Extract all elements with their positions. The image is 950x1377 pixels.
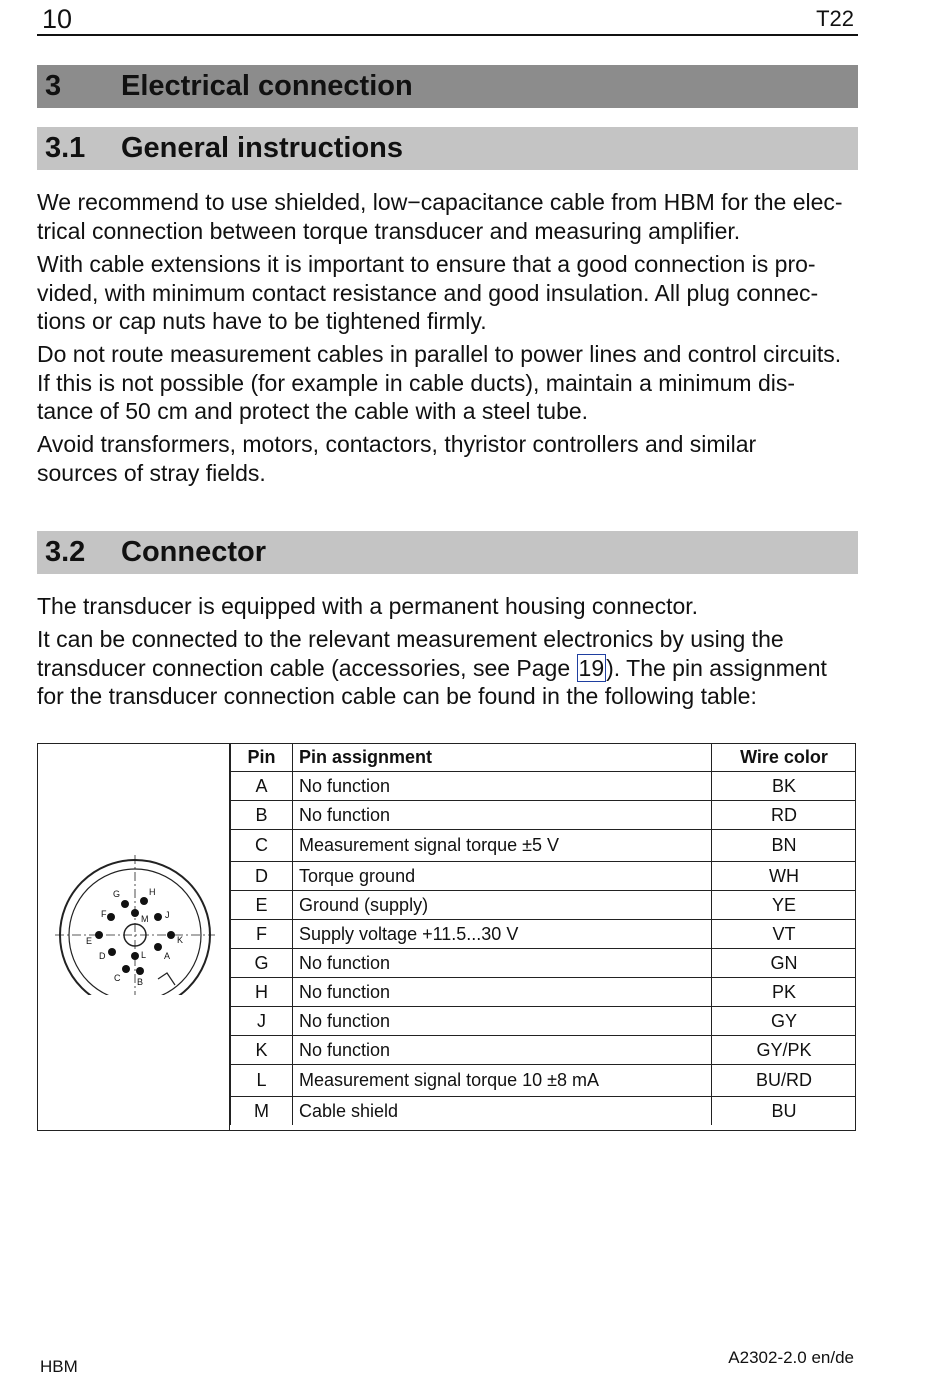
pin-label-b: B [137, 977, 144, 987]
pin-label-k: K [177, 935, 184, 945]
pin-a-dot [154, 943, 162, 951]
pin-label-d: D [99, 951, 106, 961]
assignment-cell: No function [293, 949, 712, 978]
pin-l-dot [131, 952, 139, 960]
pin-h-dot [140, 897, 148, 905]
assignment-cell: Ground (supply) [293, 891, 712, 920]
table-row [231, 891, 857, 920]
pin-cell: B [231, 801, 293, 830]
section-number: 3 [45, 70, 62, 102]
table-row [231, 949, 857, 978]
connector-pinout-diagram [55, 855, 215, 995]
wire-color-cell: GN [712, 949, 857, 978]
general-paragraph-3: Do not route measurement cables in parallel to power lines and control circuits. If this is not possible (for example in cable ducts), maintain a minimum dis- tance of 50 cm and protect the cable with a steel tube. [37, 341, 842, 424]
pin-cell: K [231, 1036, 293, 1065]
section-number: 3.2 [45, 536, 86, 568]
pin-label-h: H [149, 887, 156, 897]
assignment-cell: Measurement signal torque 10 ±8 mA [293, 1065, 712, 1097]
table-row [231, 830, 857, 862]
pin-e-dot [95, 931, 103, 939]
page-number: 10 [42, 4, 73, 34]
pin-m-dot [131, 909, 139, 917]
column-header-wire-color: Wire color [712, 743, 857, 772]
pin-j-dot [154, 913, 162, 921]
assignment-cell: No function [293, 801, 712, 830]
table-header-row [231, 743, 857, 772]
table-row [231, 1036, 857, 1065]
pin-cell: D [231, 862, 293, 891]
table-row [231, 1007, 857, 1036]
section-title: Electrical connection [121, 70, 413, 102]
general-paragraph-2: With cable extensions it is important to ensure that a good connection is pro- vided, with minimum contact resistance and good insulation. All plug connec- tions or cap nuts have to be tightened firmly. [37, 251, 819, 334]
pin-label-l: L [141, 950, 147, 960]
pin-label-f: F [101, 909, 107, 919]
table-row [231, 1097, 857, 1126]
section-3-2-heading [37, 531, 858, 574]
connector-paragraph-1: The transducer is equipped with a permanent housing connector. [37, 593, 699, 619]
assignment-cell: No function [293, 978, 712, 1007]
wire-color-cell: YE [712, 891, 857, 920]
column-header-assignment: Pin assignment [293, 743, 712, 772]
wire-color-cell: GY/PK [712, 1036, 857, 1065]
wire-color-cell: VT [712, 920, 857, 949]
table-row [231, 772, 857, 801]
pin-label-a: A [164, 951, 171, 961]
section-3-1-heading [37, 127, 858, 170]
assignment-cell: Supply voltage +11.5...30 V [293, 920, 712, 949]
pin-cell: C [231, 830, 293, 862]
connector-paragraph-2: It can be connected to the relevant measurement electronics by using the transducer connection cable (accessories, see Page 19). The pin assignment for the transducer connection cable can be found in the following table: [37, 626, 827, 709]
pin-cell: F [231, 920, 293, 949]
assignment-cell: Cable shield [293, 1097, 712, 1126]
wire-color-cell: PK [712, 978, 857, 1007]
wire-color-cell: BU [712, 1097, 857, 1126]
pin-cell: E [231, 891, 293, 920]
header-rule [37, 34, 858, 36]
column-header-pin: Pin [231, 743, 293, 772]
pin-label-j: J [165, 910, 170, 920]
pin-cell: M [231, 1097, 293, 1126]
pin-f-dot [107, 913, 115, 921]
wire-color-cell: WH [712, 862, 857, 891]
table-row [231, 978, 857, 1007]
assignment-cell: No function [293, 1007, 712, 1036]
table-row [231, 920, 857, 949]
document-code: T22 [816, 6, 854, 31]
wire-color-cell: BK [712, 772, 857, 801]
pin-assignment-table [230, 743, 856, 1125]
pin-cell: H [231, 978, 293, 1007]
section-title: Connector [121, 536, 266, 568]
wire-color-cell: BN [712, 830, 857, 862]
pin-cell: G [231, 949, 293, 978]
assignment-cell: Measurement signal torque ±5 V [293, 830, 712, 862]
pin-cell: J [231, 1007, 293, 1036]
pin-label-g: G [113, 889, 121, 899]
pin-label-m: M [141, 914, 149, 924]
table-row [231, 801, 857, 830]
pin-b-dot [136, 967, 144, 975]
wire-color-cell: RD [712, 801, 857, 830]
footer-publisher: HBM [40, 1357, 78, 1376]
table-row [231, 862, 857, 891]
wire-color-cell: GY [712, 1007, 857, 1036]
section-title: General instructions [121, 132, 404, 164]
page-reference-link[interactable]: 19 [578, 654, 605, 681]
assignment-cell: No function [293, 772, 712, 801]
section-3-heading [37, 65, 858, 108]
pin-g-dot [121, 900, 129, 908]
keying-notch [158, 973, 175, 985]
pin-c-dot [122, 965, 130, 973]
wire-color-cell: BU/RD [712, 1065, 857, 1097]
table-row [231, 1065, 857, 1097]
pin-cell: L [231, 1065, 293, 1097]
section-number: 3.1 [45, 132, 86, 164]
general-paragraph-4: Avoid transformers, motors, contactors, thyristor controllers and similar sources of stray fields. [37, 431, 757, 486]
footer-document-id: A2302-2.0 en/de [728, 1348, 854, 1367]
pin-k-dot [167, 931, 175, 939]
pin-cell: A [231, 772, 293, 801]
general-paragraph-1: We recommend to use shielded, low−capacitance cable from HBM for the elec- trical connection between torque transducer and measuring amplifier. [37, 189, 843, 244]
pin-label-c: C [114, 973, 121, 983]
pin-d-dot [108, 948, 116, 956]
assignment-cell: No function [293, 1036, 712, 1065]
pin-label-e: E [86, 936, 93, 946]
assignment-cell: Torque ground [293, 862, 712, 891]
